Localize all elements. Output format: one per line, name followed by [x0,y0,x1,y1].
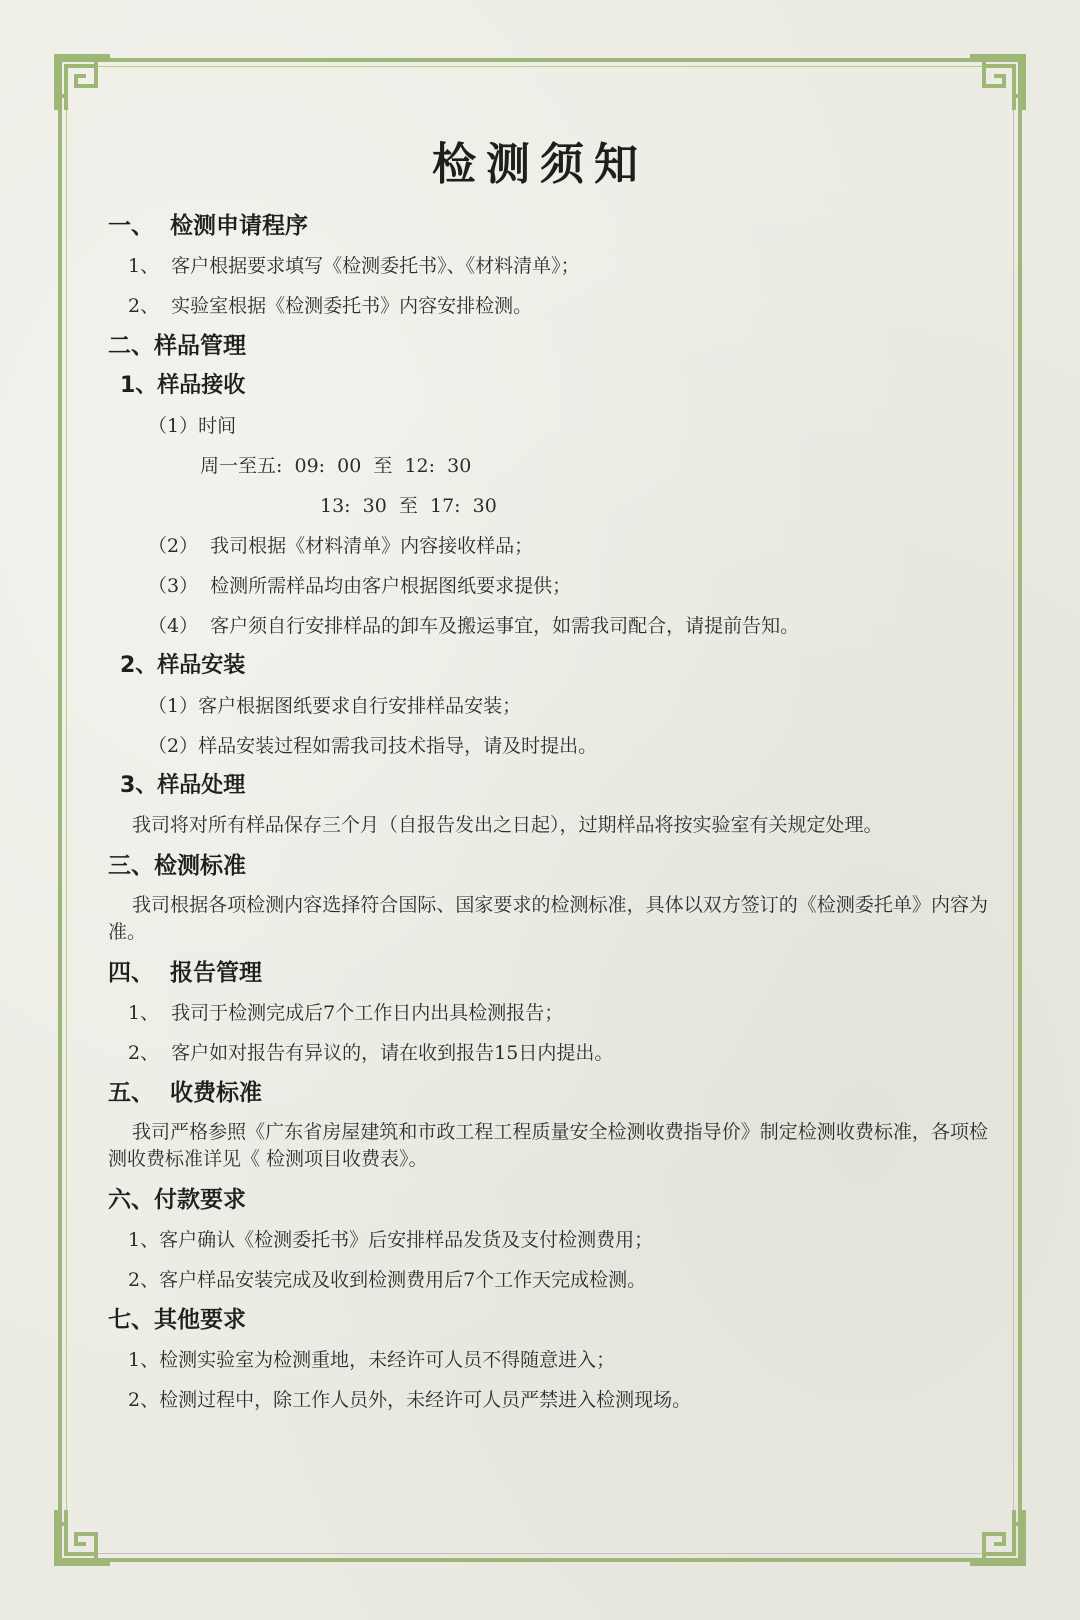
list-item: 1、 我司于检测完成后7个工作日内出具检测报告； [128,1002,564,1024]
list-item: 1、检测实验室为检测重地，未经许可人员不得随意进入； [128,1349,616,1371]
list-item: 1、客户确认《检测委托书》后安排样品发货及支付检测费用； [128,1229,654,1251]
subsection-heading-sample-installation: 2、样品安装 [120,653,246,678]
section-heading-fee-standard: 五、 收费标准 [108,1080,263,1106]
corner-ornament-bottom-left [52,1506,114,1568]
time-label: （1）时间 [148,415,237,437]
list-item: （4） 客户须自行安排样品的卸车及搬运事宜，如需我司配合，请提前告知。 [148,615,800,637]
paragraph-standards: 我司根据各项检测内容选择符合国际、国家要求的检测标准，具体以双方签订的《检测委托单》内容为准。 [108,894,988,943]
section-heading-standards: 三、检测标准 [108,853,246,879]
list-item: 1、 客户根据要求填写《检测委托书》、《材料清单》； [128,255,580,277]
subsection-heading-sample-receipt: 1、样品接收 [120,373,246,398]
time-row: 周一至五: 09: 00 至 12: 30 [200,455,472,477]
list-item: （2）样品安装过程如需我司技术指导，请及时提出。 [148,735,598,757]
subsection-heading-sample-disposal: 3、样品处理 [120,773,246,798]
corner-ornament-top-right [966,52,1028,114]
list-item: （2） 我司根据《材料清单》内容接收样品； [148,535,534,557]
list-item: （3） 检测所需样品均由客户根据图纸要求提供； [148,575,572,597]
paragraph-sample-disposal: 我司将对所有样品保存三个月（自报告发出之日起），过期样品将按实验室有关规定处理。 [132,814,883,836]
time-row: 13: 30 至 17: 30 [320,495,497,517]
section-heading-sample-management: 二、样品管理 [108,333,246,359]
section-heading-payment: 六、付款要求 [108,1187,246,1213]
list-item: 2、 实验室根据《检测委托书》内容安排检测。 [128,295,533,317]
list-item: 2、检测过程中，除工作人员外，未经许可人员严禁进入检测现场。 [128,1389,692,1411]
list-item: 2、 客户如对报告有异议的，请在收到报告15日内提出。 [128,1042,614,1064]
section-heading-report-management: 四、 报告管理 [108,960,263,986]
notice-content [108,206,988,1420]
corner-ornament-bottom-right [966,1506,1028,1568]
list-item: 2、客户样品安装完成及收到检测费用后7个工作天完成检测。 [128,1269,647,1291]
section-heading-other: 七、其他要求 [108,1307,246,1333]
paragraph-fee-standard: 我司严格参照《广东省房屋建筑和市政工程工程质量安全检测收费指导价》制定检测收费标准，各项检测收费标准详见《 检测项目收费表》。 [108,1121,988,1170]
page-title: 检测须知 [432,139,648,190]
section-heading-application: 一、 检测申请程序 [108,213,309,239]
list-item: （1）客户根据图纸要求自行安排样品安装； [148,695,522,717]
corner-ornament-top-left [52,52,114,114]
